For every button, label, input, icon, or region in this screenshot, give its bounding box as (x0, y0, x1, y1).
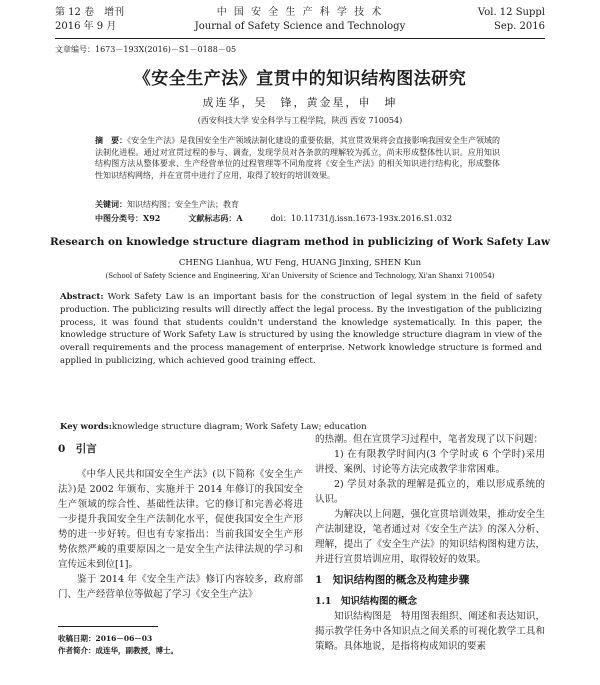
abstract-cn-label: 摘 要： (95, 135, 128, 145)
received-date: 收稿日期：2016－06－03 (58, 634, 153, 643)
class-number: 中图分类号：X92 (95, 213, 161, 223)
header-journal-en: Journal of Safety Science and Technology (194, 21, 406, 32)
abstract-en-label: Abstract: (60, 292, 104, 302)
affiliation-en: (School of Safety Science and Engineering, Xi'an University of Science and Technology, Xi'an Shanxi 710054) (105, 272, 495, 280)
abstract-cn (95, 135, 500, 181)
keywords-en-text: knowledge structure diagram; Work Safety Law; education (111, 422, 367, 432)
header-date: 2016 年 9 月 (55, 21, 117, 32)
header-vol-en: Vol. 12 Suppl (477, 7, 545, 18)
header-date-en: Sep. 2016 (494, 21, 545, 32)
body-paragraph: 为解决以上问题，强化宣贯培训效果，推动安全生产法制建设，笔者通过对《安全生产法》的深入分析、理解，提出了《安全生产法》的知识结构图构建方法，并进行宣贯培训应用，取得较好的效果。 (315, 509, 545, 565)
body-column-left (58, 442, 303, 602)
abstract-en-text: Work Safety Law is an important basis for the construction of legal system in the field of safety production. The publicizing results will directly affect the legal process. By the investigation of the publicizing process, it was found that students couldn't understand the knowledge systematically. In this paper, the knowledge structure of Work Safety Law is structured by using the knowledge structure diagram in view of the overall requirements and the process management of enterprise. Network knowledge structure is formed and applied in publicizing, which achieved good training effect. (60, 292, 542, 366)
paper-title-en: Research on knowledge structure diagram method in publicizing of Work Safety Law (49, 236, 550, 248)
paper-title-cn: 《安全生产法》宣贯中的知识结构图法研究 (133, 69, 467, 89)
header-rule (55, 38, 545, 39)
abstract-en (60, 291, 542, 368)
affiliation-cn: (西安科技大学 安全科学与工程学院，陕西 西安 710054) (197, 116, 403, 125)
section-heading-introduction: 0 引言 (58, 443, 97, 455)
subsection-heading-1-1: 1.1 知识结构图的概念 (315, 596, 418, 607)
keywords-cn-label: 关键词： (95, 199, 127, 209)
document-code: 文献标志码：A (188, 213, 243, 223)
body-paragraph: 《中华人民共和国安全生产法》(以下简称《安全生产法》)是 2002 年颁布、实施并于 2014 年修订的我国安全生产领域的综合性、基础性法律。它的修订和完善必将进一步提升我国安全生产法制化水平，促使我国安全生产形势的进一步好转。但也有专家指出：当前我国安全生产形势依然严峻的重要原因之一是安全生产法律法规的学习和宣传远未到位[1]。 (58, 469, 303, 570)
keywords-en-label: Key words: (60, 422, 112, 432)
doi: doi：10.11731/j.issn.1673-193x.2016.S1.032 (270, 214, 453, 223)
authors-en: CHENG Lianhua, WU Feng, HUANG Jinxing, SHEN Kun (178, 258, 422, 268)
authors-cn: 成连华，吴 锋，黄金星，申 坤 (202, 96, 398, 109)
body-paragraph: 知识结构图是 特用图表组织、阐述和表达知识，揭示教学任务中各知识点之间关系的可视化教学工具和策略。具体地说，是指将构成知识的要素 (315, 611, 545, 652)
body-paragraph: 的热潮。但在宣贯学习过程中，笔者发现了以下问题： (315, 434, 544, 445)
author-intro: 作者简介：成连华，副教授，博士。 (58, 646, 178, 655)
running-header (55, 6, 545, 36)
classification-line (95, 213, 540, 224)
list-item: 2) 学员对条款的理解是孤立的，难以形成系统的认识。 (315, 479, 545, 505)
header-volume: 第 12 卷 增刊 (55, 7, 125, 18)
footnote (58, 633, 303, 657)
abstract-cn-text: 《安全生产法》是我国安全生产领域法制化建设的重要依据，其宣贯效果将会直接影响我国安全生产领域的法制化进程。通过对宣贯过程的参与、调查，发现学员对各条款的理解较为孤立，尚未形成整体性认识。应用知识结构图方法从整体要求、生产经营单位的过程管理等不同角度将《安全生产法》的相关知识进行结构化，形成整体性知识结构网络，并在宣贯中进行了应用，取得了较好的培训效果。 (95, 136, 501, 180)
body-paragraph: 鉴于 2014 年《安全生产法》修订内容较多，政府部门、生产经营单位等做起了学习《安全生产法》 (58, 574, 303, 600)
header-journal-cn: 中 国 安 全 生 产 科 学 技 术 (216, 7, 384, 18)
list-item: 1) 在有限教学时间内(3 个学时或 6 个学时)采用讲授、案例、讨论等方法完成教学非常困难。 (315, 449, 545, 475)
article-number: 文章编号：1673－193X(2016)－S1－0188－05 (55, 45, 237, 54)
keywords-en (60, 422, 542, 432)
keywords-cn (95, 199, 500, 210)
header-journal-name (55, 6, 545, 34)
section-heading-1: 1 知识结构图的概念及构建步骤 (315, 574, 470, 586)
footnote-rule (58, 626, 158, 627)
body-column-right (315, 432, 545, 654)
keywords-cn-text: 知识结构图；安全生产法；教育 (127, 200, 239, 209)
header-volume-en (478, 6, 545, 34)
